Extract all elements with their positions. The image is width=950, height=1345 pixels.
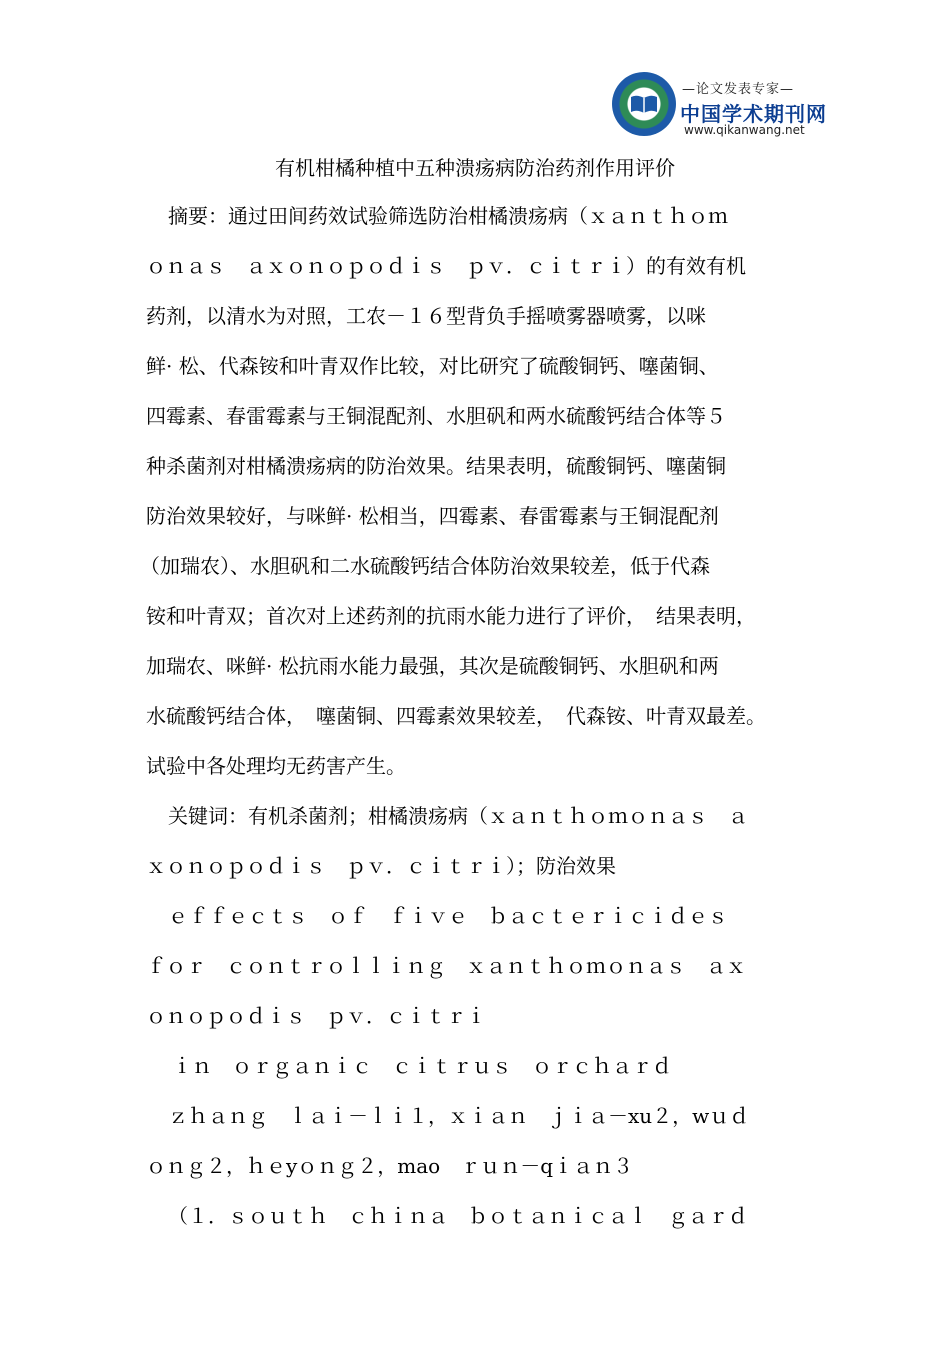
english-title-line: ｏｎｏｐｏｄｉｓ ｐｖ．ｃｉｔｒｉ bbox=[146, 1004, 486, 1028]
logo-url: www.qikanwang.net bbox=[684, 123, 805, 137]
english-title-line: ｆｏｒ ｃｏｎｔｒｏｌｌｉｎｇ ｘａｎｔｈｏｍｏｎａｓ ａｘ bbox=[146, 954, 746, 978]
abstract-line: 铵和叶青双；首次对上述药剂的抗雨水能力进行了评价， 结果表明， bbox=[146, 604, 756, 628]
abstract-line: 鲜· 松、代森铵和叶青双作比较，对比研究了硫酸铜钙、噻菌铜、 bbox=[146, 354, 719, 378]
document-title: 有机柑橘种植中五种溃疡病防治药剂作用评价 bbox=[275, 156, 675, 180]
abstract-line: 水硫酸钙结合体， 噻菌铜、四霉素效果较差， 代森铵、叶青双最差。 bbox=[146, 704, 766, 728]
abstract-line: 加瑞农、咪鲜· 松抗雨水能力最强，其次是硫酸铜钙、水胆矾和两 bbox=[146, 654, 719, 678]
abstract-line: （加瑞农）、水胆矾和二水硫酸钙结合体防治效果较差，低于代森 bbox=[140, 554, 710, 578]
abstract-line: 防治效果较好，与咪鲜· 松相当，四霉素、春雷霉素与王铜混配剂 bbox=[146, 504, 719, 528]
abstract-line: 药剂，以清水为对照，工农－１６型背负手摇喷雾器喷雾，以咪 bbox=[146, 304, 706, 328]
authors-line: ｚｈａｎｇ ｌａｉ－ｌｉ１，ｘｉａｎ ｊｉａ－xu２，wｕｄ bbox=[168, 1104, 750, 1128]
keywords-line: 关键词：有机杀菌剂；柑橘溃疡病（ｘａｎｔｈｏｍｏｎａｓ ａ bbox=[168, 804, 748, 828]
book-icon bbox=[629, 94, 659, 114]
affiliation-line: （１．ｓｏｕｔｈ ｃｈｉｎａ ｂｏｔａｎｉｃａｌ ｇａｒｄ bbox=[168, 1204, 748, 1228]
abstract-line: 种杀菌剂对柑橘溃疡病的防治效果。结果表明，硫酸铜钙、噻菌铜 bbox=[146, 454, 726, 478]
abstract-line: ｏｎａｓ ａｘｏｎｏｐｏｄｉｓ ｐｖ．ｃｉｔｒｉ）的有效有机 bbox=[146, 254, 746, 278]
keywords-line: ｘｏｎｏｐｏｄｉｓ ｐｖ．ｃｉｔｒｉ）；防治效果 bbox=[146, 854, 616, 878]
logo-name: 中国学术期刊网 bbox=[680, 102, 827, 126]
abstract-line: 四霉素、春雷霉素与王铜混配剂、水胆矾和两水硫酸钙结合体等５ bbox=[146, 404, 726, 428]
abstract-line: 试验中各处理均无药害产生。 bbox=[146, 754, 406, 778]
english-title-line: ｉｎ ｏｒｇａｎｉｃ ｃｉｔｒｕｓ ｏｒｃｈａｒｄ bbox=[172, 1054, 672, 1078]
english-title-line: ｅｆｆｅｃｔｓ ｏｆ ｆｉｖｅ ｂａｃｔｅｒｉｃｉｄｅｓ bbox=[168, 904, 728, 928]
abstract-line: 摘要：通过田间药效试验筛选防治柑橘溃疡病（ｘａｎｔｈｏｍ bbox=[168, 204, 728, 228]
authors-line: ｏｎｇ２，ｈｅyｏｎｇ２，mao ｒｕｎ－qｉａｎ３ bbox=[146, 1154, 634, 1178]
logo-slogan: —论文发表专家— bbox=[682, 82, 795, 97]
logo-badge bbox=[612, 72, 676, 136]
site-logo bbox=[612, 72, 827, 142]
